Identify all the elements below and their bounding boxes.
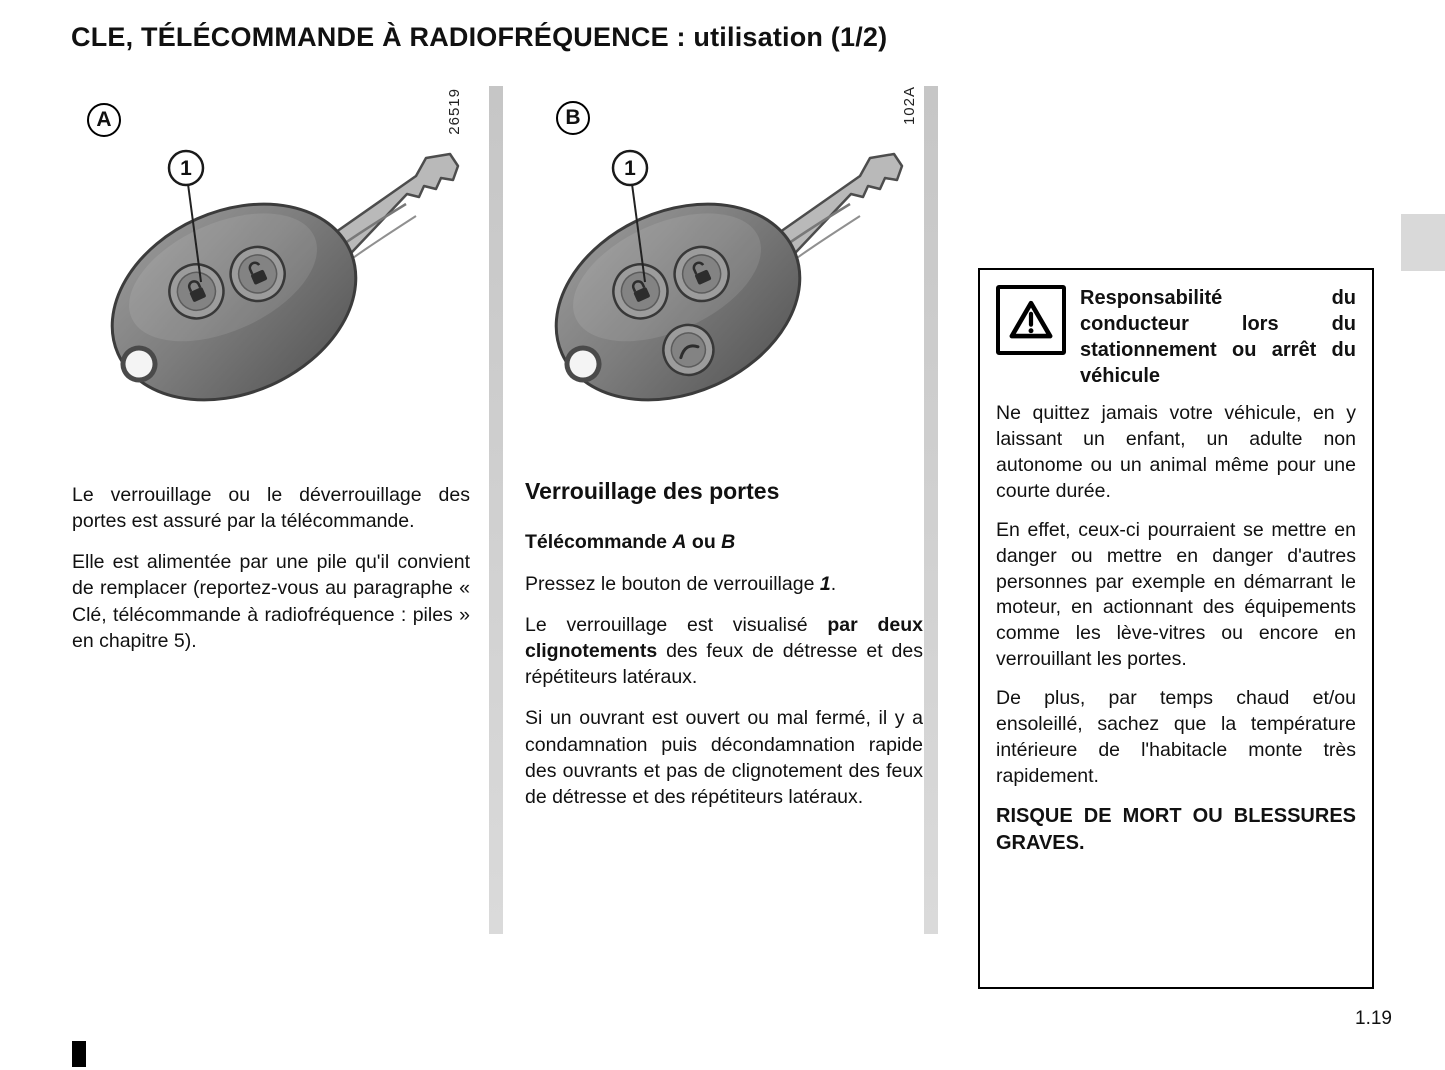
sub-heading: [525, 529, 923, 555]
print-registration-mark: [72, 1041, 86, 1067]
callout-reference: 1: [819, 572, 831, 595]
body-paragraph: [525, 612, 923, 690]
emphasis-text: par deux clignotements: [525, 614, 923, 663]
middle-column: [525, 476, 923, 825]
sub-heading-text: ou: [686, 530, 722, 553]
warning-triangle-icon: [996, 285, 1066, 355]
key-remote-a-illustration: [64, 92, 484, 472]
left-column: [72, 482, 470, 669]
column-divider-left: [489, 86, 503, 934]
paragraph-text: Le verrouillage est visualisé: [525, 614, 828, 637]
paragraph-text: des feux de détresse et des répétiteurs latéraux.: [525, 640, 923, 689]
paragraph-text: Pressez le bouton de verrouillage: [525, 572, 820, 595]
sub-heading-text: Télécommande: [525, 530, 673, 553]
body-paragraph: Si un ouvrant est ouvert ou mal fermé, il y a condamnation puis décondamnation rapide des ouvrants et pas de clignotement des feux de détresse et des répétiteurs latéraux.: [525, 707, 923, 808]
paragraph-text: .: [830, 572, 837, 595]
key-remote-b-illustration: [508, 92, 928, 472]
warning-box: [978, 268, 1374, 989]
warning-paragraph: En effet, ceux-ci pourraient se mettre en danger ou mettre en danger d'autres personnes par exemple en démarrant le moteur, en actionnant des équipements comme les lève-vitres ou encore en verrouillant les portes.: [996, 518, 1356, 671]
figure-ref-b: 102A: [901, 86, 918, 126]
callout-number-b: 1: [624, 157, 636, 180]
chapter-edge-tab: [1401, 214, 1445, 271]
page-number: 1.19: [1355, 1008, 1392, 1029]
figure-label-a-text: A: [96, 108, 112, 131]
warning-paragraph: De plus, par temps chaud et/ou ensoleillé, sachez que la température intérieure de l'habitacle monte très rapidement.: [996, 687, 1356, 787]
section-heading: Verrouillage des portes: [525, 478, 780, 504]
body-paragraph: Elle est alimentée par une pile qu'il convient de remplacer (reportez-vous au paragraphe « Clé, télécommande à radiofréquence : piles » en chapitre 5).: [72, 551, 470, 652]
callout-number-a: 1: [180, 157, 192, 180]
warning-title: Responsabilité du conducteur lors du stationnement ou arrêt du véhicule: [1080, 287, 1356, 387]
body-paragraph: [525, 571, 923, 597]
figure-ref-a: 26519: [446, 88, 463, 135]
remote-b-ref: B: [721, 530, 736, 553]
remote-a-ref: A: [672, 530, 687, 553]
body-paragraph: Le verrouillage ou le déverrouillage des portes est assuré par la télécommande.: [72, 484, 470, 533]
key-body: [524, 167, 831, 437]
warning-danger-statement: RISQUE DE MORT OU BLESSURES GRAVES.: [996, 804, 1356, 854]
key-body: [80, 167, 387, 437]
warning-header: [996, 285, 1356, 389]
figure-label-b-text: B: [565, 106, 581, 129]
page-title: CLE, TÉLÉCOMMANDE À RADIOFRÉQUENCE : utilisation (1/2): [71, 22, 888, 52]
warning-paragraph: Ne quittez jamais votre véhicule, en y laissant un enfant, un adulte non autonome ou un animal même pour une courte durée.: [996, 402, 1356, 502]
